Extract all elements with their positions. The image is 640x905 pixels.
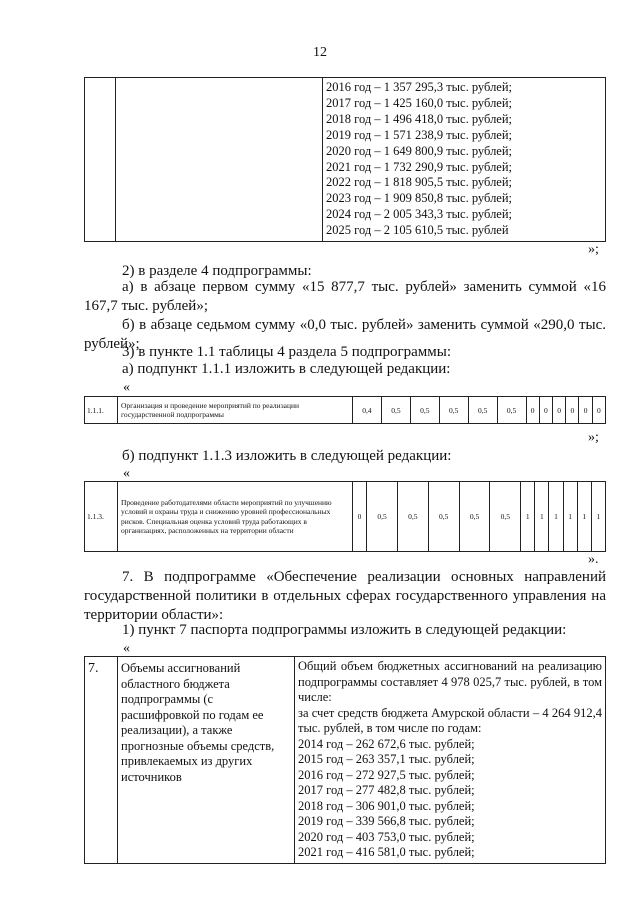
empty-cell bbox=[116, 78, 323, 242]
funding-line: 2021 год – 1 732 290,9 тыс. рублей; bbox=[326, 159, 513, 174]
funding-line: 2016 год – 1 357 295,3 тыс. рублей; bbox=[326, 80, 513, 94]
open-quote: « bbox=[123, 466, 130, 481]
value-cell: 0,5 bbox=[367, 482, 398, 552]
row-description: Проведение работодателями области мероприятий по улучшению условий и охраны труда и снижению уровней профессиональных рисков. Специальная оценка условий труда работающих в организациях, расположенных на территории области bbox=[118, 482, 353, 552]
paragraph: 1) пункт 7 паспорта подпрограммы изложить в следующей редакции: bbox=[122, 622, 567, 638]
funding-line: 2025 год – 2 105 610,5 тыс. рублей bbox=[326, 223, 509, 238]
value-cell: 0 bbox=[592, 397, 605, 424]
passport-table bbox=[84, 656, 606, 864]
value-cell: 1 bbox=[577, 482, 591, 552]
value-cell: 0,5 bbox=[397, 482, 428, 552]
open-quote: « bbox=[123, 380, 130, 395]
value-cell: 0 bbox=[526, 397, 539, 424]
paragraph: б) подпункт 1.1.3 изложить в следующей редакции: bbox=[122, 448, 452, 464]
value-cell: 0,4 bbox=[353, 397, 382, 424]
row-number: 1.1.1. bbox=[85, 397, 118, 424]
row-description: Организация и проведение мероприятий по реализации государственной подпрограммы bbox=[118, 397, 353, 424]
year-line: 2018 год – 306 901,0 тыс. рублей; bbox=[298, 798, 475, 813]
value-cell: 0,5 bbox=[410, 397, 439, 424]
value-cell: 0 bbox=[539, 397, 552, 424]
paragraph: б) в абзаце седьмом сумму «0,0 тыс. рублей» заменить суммой «290,0 тыс. рублей»; bbox=[84, 317, 606, 352]
value-cell: 0,5 bbox=[381, 397, 410, 424]
paragraph: а) подпункт 1.1.1 изложить в следующей редакции: bbox=[122, 361, 451, 377]
funding-line: 2019 год – 1 571 238,9 тыс. рублей; bbox=[326, 127, 513, 142]
close-quote: »; bbox=[588, 242, 599, 257]
funding-line: 2018 год – 1 496 418,0 тыс. рублей; bbox=[326, 111, 513, 126]
row-1-1-3-table bbox=[84, 481, 606, 552]
paragraph: а) в абзаце первом сумму «15 877,7 тыс. рублей» заменить суммой «16 167,7 тыс. рублей»; bbox=[84, 279, 606, 314]
close-quote: »; bbox=[588, 430, 599, 445]
funding-table-continued bbox=[84, 77, 606, 242]
year-line: 2019 год – 339 566,8 тыс. рублей; bbox=[298, 814, 475, 828]
value-cell: 0,5 bbox=[459, 482, 490, 552]
row-number: 1.1.3. bbox=[85, 482, 118, 552]
year-line: 2016 год – 272 927,5 тыс. рублей; bbox=[298, 767, 475, 782]
value-cell: 1 bbox=[591, 482, 605, 552]
value-cell: 1 bbox=[521, 482, 535, 552]
open-quote: « bbox=[123, 641, 130, 656]
year-line: 2014 год – 262 672,6 тыс. рублей; bbox=[298, 736, 475, 751]
year-line: 2015 год – 263 357,1 тыс. рублей; bbox=[298, 752, 475, 766]
paragraph: 7. В подпрограмме «Обеспечение реализации основных направлений государственной политики в отдельных сферах государственного управления на территории области»: bbox=[84, 569, 606, 623]
value-cell: 0,5 bbox=[439, 397, 468, 424]
value-cell: 0 bbox=[579, 397, 592, 424]
value-cell: 0 bbox=[353, 482, 367, 552]
year-line: 2021 год – 416 581,0 тыс. рублей; bbox=[298, 845, 475, 859]
funding-line: 2020 год – 1 649 800,9 тыс. рублей; bbox=[326, 143, 513, 158]
value-cell: 1 bbox=[563, 482, 577, 552]
value-cell: 0,5 bbox=[428, 482, 459, 552]
value-cell: 0,5 bbox=[468, 397, 497, 424]
funding-lines-cell bbox=[323, 78, 606, 242]
passport-values-cell bbox=[295, 657, 606, 864]
value-cell: 0 bbox=[566, 397, 579, 424]
paragraph: 2) в разделе 4 подпрограммы: bbox=[122, 263, 312, 279]
funding-line: 2017 год – 1 425 160,0 тыс. рублей; bbox=[326, 95, 513, 110]
regional-funding-text: за счет средств бюджета Амурской области – 4 264 912,4 тыс. рублей, в том числе по годам: bbox=[298, 705, 602, 735]
row-1-1-1-table bbox=[84, 396, 606, 424]
paragraph: 3) в пункте 1.1 таблицы 4 раздела 5 подпрограммы: bbox=[122, 344, 451, 360]
page-number: 12 bbox=[313, 45, 327, 60]
value-cell: 0,5 bbox=[490, 482, 521, 552]
passport-label: Объемы ассигнований областного бюджета подпрограммы (с расшифровкой по годам ее реализации), а также прогнозные объемы средств, привлекаемых из других источников bbox=[118, 657, 295, 864]
close-quote: ». bbox=[588, 552, 599, 567]
value-cell: 1 bbox=[535, 482, 549, 552]
value-cell: 0 bbox=[553, 397, 566, 424]
year-line: 2020 год – 403 753,0 тыс. рублей; bbox=[298, 829, 475, 844]
funding-line: 2024 год – 2 005 343,3 тыс. рублей; bbox=[326, 207, 513, 222]
passport-number: 7. bbox=[85, 657, 118, 864]
total-funding-text: Общий объем бюджетных ассигнований на реализацию подпрограммы составляет 4 978 025,7 тыс. рублей, в том числе: bbox=[298, 659, 602, 704]
value-cell: 0,5 bbox=[497, 397, 526, 424]
funding-line: 2023 год – 1 909 850,8 тыс. рублей; bbox=[326, 191, 513, 206]
empty-cell bbox=[85, 78, 116, 242]
funding-line: 2022 год – 1 818 905,5 тыс. рублей; bbox=[326, 175, 513, 190]
value-cell: 1 bbox=[549, 482, 563, 552]
year-line: 2017 год – 277 482,8 тыс. рублей; bbox=[298, 783, 475, 797]
